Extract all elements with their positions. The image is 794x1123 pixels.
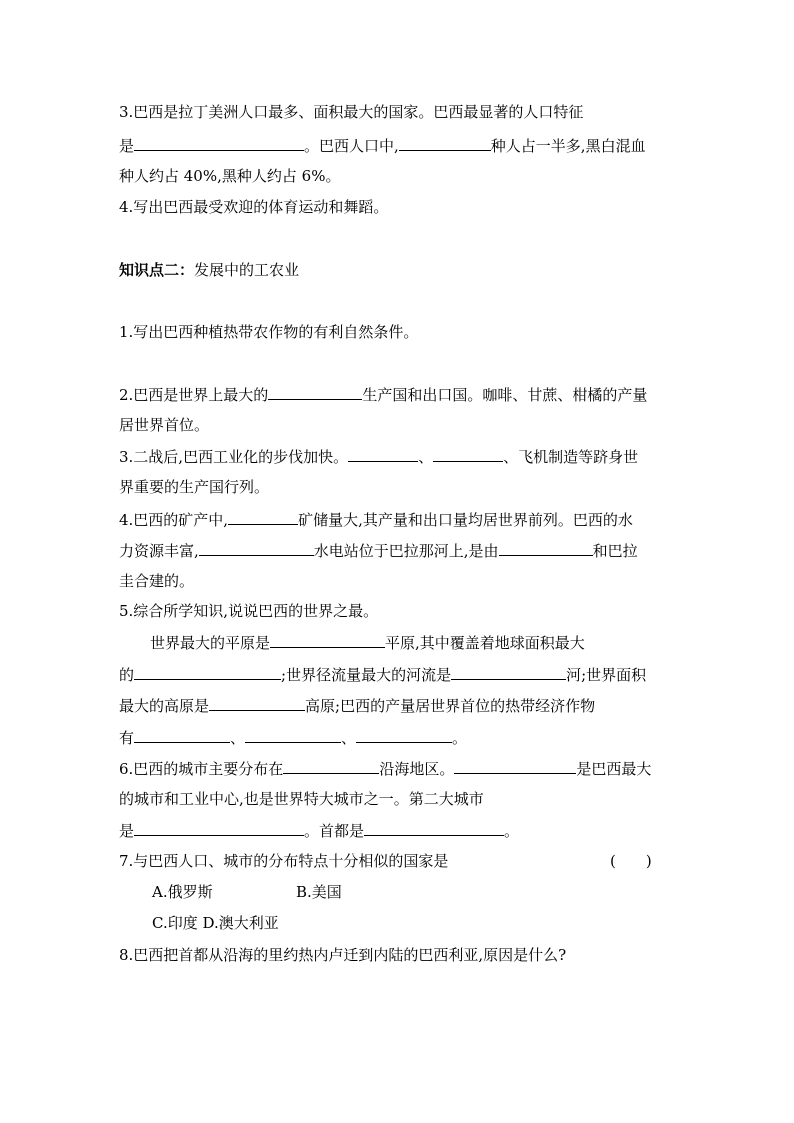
s2q5-line-5 [119,727,467,748]
text: 平原,其中覆盖着地球面积最大 [385,634,585,652]
s2q5-line-3 [119,664,646,685]
text: 2.巴西是世界上最大的 [119,386,269,404]
s2q4-line-1 [119,509,633,530]
s2q5-line-4 [119,695,595,716]
text: 矿储量大,其产量和出口量均居世界前列。巴西的水 [298,511,633,529]
text: 最大的高原是 [119,697,210,715]
s2q8-line: 8.巴西把首都从沿海的里约热内卢迁到内陆的巴西利亚,原因是什么? [119,946,567,964]
text: 3.二战后,巴西工业化的步伐加快。 [119,448,349,466]
q3-line-1: 3.巴西是拉丁美洲人口最多、面积最大的国家。巴西最显著的人口特征 [119,103,584,121]
text: 生产国和出口国。咖啡、甘蔗、柑橘的产量 [362,386,648,404]
s2q2-line-2: 居世界首位。 [119,416,210,434]
answer-blank-crop-3[interactable] [356,727,452,743]
section-heading [119,260,299,280]
s2q7-option-a[interactable]: A.俄罗斯 [152,883,213,901]
q3-line-2 [119,135,646,156]
s2q7-option-cd[interactable]: C.印度 D.澳大利亚 [152,914,279,932]
answer-blank-industry-2[interactable] [433,446,503,462]
text: 种人占一半多,黑白混血 [490,137,646,155]
answer-blank-industry-1[interactable] [348,446,418,462]
text: 。首都是 [304,822,365,840]
answer-blank-mineral[interactable] [228,509,298,525]
s2q1-line: 1.写出巴西种植热带农作物的有利自然条件。 [119,323,419,341]
s2q5-line-2 [150,632,585,653]
text: 。 [504,822,520,840]
text: 。巴西人口中, [304,137,399,155]
text: 有 [119,729,135,747]
s2q4-line-2 [119,540,638,561]
text: 水电站位于巴拉那河上,是由 [313,542,499,560]
s2q4-line-3: 圭合建的。 [119,572,195,590]
answer-blank-crop-1[interactable] [134,727,230,743]
section-label: 知识点二： [119,261,195,279]
s2q7-stem: 7.与巴西人口、城市的分布特点十分相似的国家是 [119,852,449,870]
text: 6.巴西的城市主要分布在 [119,760,284,778]
text: 是 [119,137,135,155]
text: 、 [341,729,357,747]
answer-blank-forest[interactable] [134,664,281,680]
answer-blank-coast[interactable] [283,758,379,774]
text: ;世界径流量最大的河流是 [281,666,452,684]
s2q5-line-1: 5.综合所学知识,说说巴西的世界之最。 [119,602,379,620]
answer-blank-country[interactable] [499,540,593,556]
answer-blank-plain[interactable] [270,632,385,648]
answer-blank-plateau[interactable] [209,695,305,711]
answer-blank-largest-city[interactable] [454,758,576,774]
text: 是巴西最大 [576,760,652,778]
s2q6-line-3 [119,820,519,841]
text: 沿海地区。 [379,760,455,778]
text: 和巴拉 [592,542,638,560]
answer-blank-dam[interactable] [199,540,314,556]
q3-line-3: 种人约占 40%,黑种人约占 6%。 [119,167,341,185]
text: 。 [452,729,468,747]
answer-blank-crop-2[interactable] [245,727,341,743]
q4-line: 4.写出巴西最受欢迎的体育运动和舞蹈。 [119,198,389,216]
answer-blank-race[interactable] [399,135,491,151]
s2q2-line-1 [119,384,647,405]
s2q3-line-2: 界重要的生产国行列。 [119,478,270,496]
s2q6-line-1 [119,758,651,779]
text: 4.巴西的矿产中, [119,511,229,529]
text: 力资源丰富, [119,542,199,560]
section-title: 发展中的工农业 [194,261,300,279]
s2q3-line-1 [119,446,638,467]
answer-blank-capital[interactable] [364,820,504,836]
text: 、飞机制造等跻身世 [503,448,639,466]
text: 的 [119,666,135,684]
text: 、 [418,448,434,466]
text: 世界最大的平原是 [150,634,271,652]
answer-blank-second-city[interactable] [134,820,304,836]
answer-blank-river[interactable] [451,664,566,680]
s2q6-line-2: 的城市和工业中心,也是世界特大城市之一。第二大城市 [119,790,484,808]
text: 、 [230,729,246,747]
answer-blank-population-feature[interactable] [134,135,304,151]
text: 是 [119,822,135,840]
answer-blank-product[interactable] [268,384,362,400]
s2q7-answer-paren[interactable]: ( ) [610,852,652,870]
s2q7-option-b[interactable]: B.美国 [296,883,342,901]
text: 高原;巴西的产量居世界首位的热带经济作物 [305,697,596,715]
text: 河;世界面积 [566,666,647,684]
